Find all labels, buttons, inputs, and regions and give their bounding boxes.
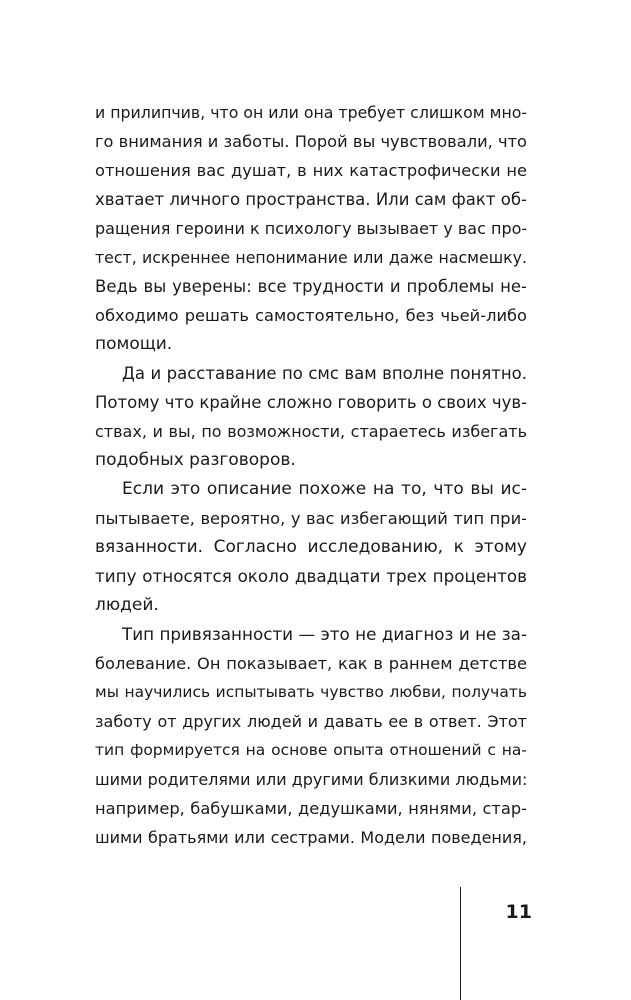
- paragraph: [95, 620, 527, 852]
- paragraph: [95, 475, 527, 620]
- paragraph: [95, 98, 527, 359]
- text-line: тест, искреннее непонимание или даже насмешку.: [95, 248, 527, 267]
- paragraph: [95, 359, 527, 475]
- text-line: хватает личного пространства. Или сам факт об-: [95, 190, 527, 209]
- text-line: и прилипчив, что он или она требует слишком мно-: [95, 103, 528, 122]
- text-line: тип формируется на основе опыта отношений с на-: [95, 741, 527, 759]
- text-line: ствах, и вы, по возможности, стараетесь избегать: [95, 422, 527, 441]
- text-line: Да и расставание по смс вам вполне понятно.: [122, 364, 527, 383]
- text-line: например, бабушками, дедушками, нянями, стар-: [95, 799, 527, 818]
- text-line: вязанности. Согласно исследованию, к этому: [95, 537, 527, 557]
- text-line: помощи.: [95, 334, 173, 354]
- text-line: го внимания и заботы. Порой вы чувствовали, что: [95, 132, 527, 151]
- text-line: болевание. Он показывает, как в раннем детстве: [95, 654, 527, 673]
- text-line: заботу от других людей и давать ее в ответ. Этот: [95, 712, 527, 731]
- text-line: Если это описание похоже на то, что вы ис-: [122, 479, 527, 499]
- page-number: 11: [505, 901, 532, 923]
- text-line: Ведь вы уверены: все трудности и проблемы не-: [95, 277, 527, 296]
- text-line: пытываете, вероятно, у вас избегающий тип при-: [95, 509, 527, 528]
- text-line: типу относятся около двадцати трех процентов: [95, 566, 527, 586]
- text-line: отношения вас душат, в них катастрофически не: [95, 161, 527, 180]
- text-line: подобных разговоров.: [95, 450, 296, 470]
- text-line: ращения героини к психологу вызывает у вас про-: [95, 219, 528, 238]
- footer-divider: [460, 887, 461, 1000]
- text-line: Потому что крайне сложно говорить о своих чув-: [95, 393, 528, 412]
- text-line: мы научились испытывать чувство любви, получать: [95, 683, 527, 701]
- text-line: шими братьями или сестрами. Модели поведения,: [95, 828, 527, 847]
- body-text: [95, 98, 527, 852]
- text-line: шими родителями или другими близкими людьми:: [95, 770, 528, 789]
- text-line: Тип привязанности — это не диагноз и не за-: [122, 624, 527, 644]
- text-line: людей.: [95, 595, 159, 615]
- text-line: обходимо решать самостоятельно, без чьей-либо: [95, 306, 527, 325]
